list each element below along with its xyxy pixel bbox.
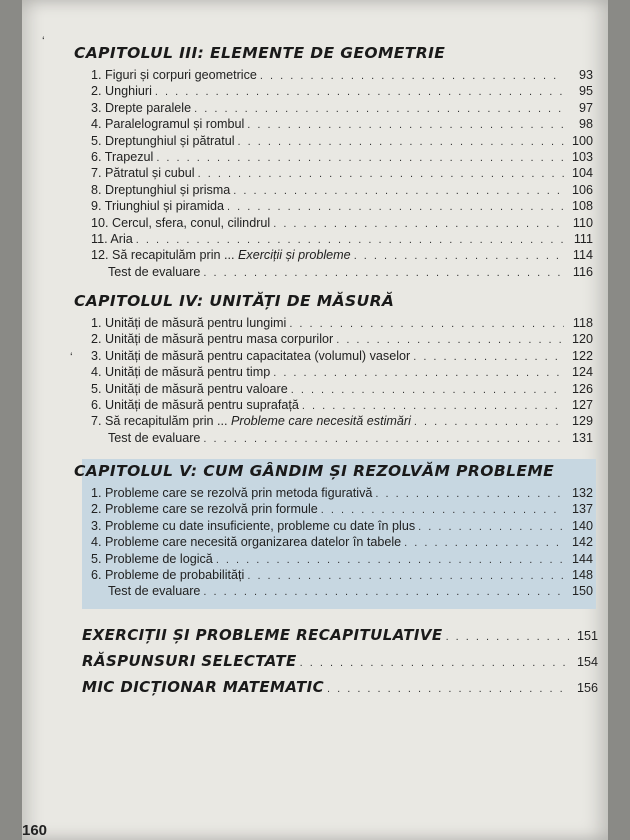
leader-dots <box>418 521 564 533</box>
toc-entry-label <box>91 365 270 379</box>
leader-dots <box>194 103 564 115</box>
toc-entry-label <box>91 316 286 330</box>
leader-dots <box>336 334 564 346</box>
toc-entry <box>91 502 593 518</box>
toc-entry-page: 127 <box>571 397 593 412</box>
leader-dots <box>302 400 564 412</box>
final-section-page: 151 <box>576 629 598 643</box>
leader-dots <box>238 136 564 148</box>
toc-entry-label <box>91 199 224 213</box>
toc-entry-label <box>91 382 288 396</box>
toc-entry-title: Test de evaluare <box>108 430 201 445</box>
toc-entry-title: 4. Paralelogramul și rombul <box>91 117 245 132</box>
leader-dots <box>404 537 564 549</box>
toc-entry-title: 4. Probleme care necesită organizarea datelor în tabele <box>91 535 402 550</box>
leader-dots <box>198 168 564 180</box>
toc-entry-page: 118 <box>572 316 593 330</box>
toc-entry-page: 148 <box>571 567 593 582</box>
toc-entry-page: 150 <box>571 584 593 599</box>
toc-entry-label <box>91 84 152 98</box>
toc-entry <box>91 414 593 430</box>
toc-entry <box>91 584 593 600</box>
toc-entry-label <box>108 431 200 445</box>
toc-entry-label <box>91 134 235 148</box>
toc-entry-title: 4. Unități de măsură pentru timp <box>91 365 271 380</box>
toc-entry-title: 7. Pătratul și cubul <box>91 166 195 181</box>
toc-entry-label <box>91 150 153 164</box>
final-section-row <box>82 652 598 670</box>
toc-entry-title: 2. Unități de măsură pentru masa corpurilor <box>91 332 334 347</box>
leader-dots <box>327 683 569 695</box>
leader-dots <box>260 70 564 82</box>
final-section-page: 154 <box>576 655 598 669</box>
leader-dots <box>227 201 564 213</box>
chapter-items <box>91 316 593 447</box>
toc-entry-page: 110 <box>572 215 593 230</box>
leader-dots <box>136 234 564 246</box>
toc-entry-label <box>91 535 401 549</box>
toc-entry-page: 131 <box>571 430 593 445</box>
toc-entry-title: 1. Figuri și corpuri geometrice <box>91 68 257 82</box>
toc-entry <box>91 552 593 568</box>
toc-entry-page: 104 <box>571 166 593 181</box>
toc-entry <box>91 398 593 414</box>
toc-entry-page: 106 <box>571 182 593 197</box>
leader-dots <box>247 119 564 131</box>
toc-entry-title: 6. Trapezul <box>91 149 154 164</box>
toc-entry-label <box>91 552 213 566</box>
toc-entry <box>91 199 593 215</box>
toc-entry <box>91 519 593 535</box>
toc-entry-page: 132 <box>571 486 593 500</box>
toc-entry-title: 1. Probleme care se rezolvă prin metoda figurativă <box>91 486 373 500</box>
final-section-label: MIC DICȚIONAR MATEMATIC <box>82 678 324 696</box>
toc-entry-label <box>91 486 372 500</box>
chapter-iv <box>74 292 594 447</box>
toc-entry <box>91 117 593 133</box>
toc-entry-page: 95 <box>578 84 593 99</box>
toc-entry-title: 8. Dreptunghiul și prisma <box>91 182 231 197</box>
toc-entry-page: 111 <box>573 231 593 246</box>
toc-entry-title: 3. Drepte paralele <box>91 100 192 115</box>
toc-entry-page: 100 <box>571 133 593 148</box>
toc-entry-label <box>91 332 333 346</box>
leader-dots <box>203 267 564 279</box>
toc-entry-title: 9. Triunghiul și piramida <box>91 199 224 214</box>
leader-dots <box>203 586 564 598</box>
toc-entry-title: 11. Aria <box>91 231 133 246</box>
toc-entry <box>91 166 593 182</box>
leader-dots <box>273 218 564 230</box>
toc-entry <box>91 101 593 117</box>
leader-dots <box>203 433 564 445</box>
toc-entry <box>91 150 593 166</box>
toc-entry-title: 7. Să recapitulăm prin ... <box>91 414 231 429</box>
toc-entry <box>91 265 593 281</box>
toc-entry-title: 6. Unități de măsură pentru suprafață <box>91 397 299 412</box>
toc-entry <box>91 535 593 551</box>
final-section-row <box>82 678 598 696</box>
toc-entry-label <box>108 265 200 279</box>
toc-entry-page: 144 <box>571 551 593 566</box>
toc-entry-page: 116 <box>572 264 593 279</box>
leader-dots <box>247 570 564 582</box>
toc-entry <box>91 382 593 398</box>
toc-entry-page: 137 <box>571 502 593 517</box>
toc-entry-page: 142 <box>571 535 593 550</box>
toc-entry-page: 126 <box>571 381 593 396</box>
toc-entry-title: 3. Probleme cu date insuficiente, probleme cu date în plus <box>91 518 416 533</box>
pen-mark: ‘ <box>70 350 73 364</box>
toc-entry-page: 124 <box>571 365 593 380</box>
toc-entry <box>91 332 593 348</box>
final-section-page: 156 <box>576 681 598 695</box>
toc-entry-title: 6. Probleme de probabilități <box>91 567 245 582</box>
chapter-items <box>91 486 593 601</box>
chapter-title: CAPITOLUL IV: UNITĂȚI DE MĂSURĂ <box>74 292 395 310</box>
toc-entry-page: 97 <box>578 100 593 115</box>
chapter-iii <box>74 44 594 281</box>
toc-entry-label <box>91 183 230 197</box>
toc-entry-title: 2. Probleme care se rezolvă prin formule <box>91 502 318 517</box>
leader-dots <box>375 488 564 500</box>
toc-entry <box>91 216 593 232</box>
toc-entry-page: 103 <box>571 149 593 164</box>
toc-entry-label <box>91 519 415 533</box>
chapter-v <box>74 462 594 601</box>
toc-entry <box>91 431 593 447</box>
leader-dots <box>354 250 564 262</box>
toc-entry-title: 5. Dreptunghiul și pătratul <box>91 133 235 148</box>
toc-entry-title: 3. Unități de măsură pentru capacitatea (volumul) vaselor <box>91 348 411 363</box>
toc-entry <box>91 568 593 584</box>
toc-entry-title: 10. Cercul, sfera, conul, cilindrul <box>91 215 271 230</box>
toc-entry <box>91 349 593 365</box>
leader-dots <box>233 185 564 197</box>
toc-entry <box>91 84 593 100</box>
leader-dots <box>289 318 564 330</box>
toc-entry <box>91 248 593 264</box>
leader-dots <box>291 384 564 396</box>
toc-entry-label <box>91 568 244 582</box>
toc-entry <box>91 232 593 248</box>
toc-entry-page: 114 <box>572 248 593 263</box>
toc-entry-label <box>91 414 411 428</box>
toc-entry-page: 120 <box>571 332 593 347</box>
leader-dots <box>156 152 564 164</box>
leader-dots <box>446 631 569 643</box>
toc-entry-title: 12. Să recapitulăm prin ... <box>91 248 238 263</box>
final-section-label: EXERCIȚII ȘI PROBLEME RECAPITULATIVE <box>82 626 443 644</box>
toc-entry-title: Test de evaluare <box>108 264 201 279</box>
toc-entry-subtitle: Exerciții și probleme <box>238 248 351 263</box>
chapter-title: CAPITOLUL III: ELEMENTE DE GEOMETRIE <box>74 44 446 62</box>
leader-dots <box>300 657 569 669</box>
toc-entry <box>91 316 593 332</box>
toc-entry-page: 122 <box>571 348 593 363</box>
pen-mark: ‘ <box>42 34 45 48</box>
toc-entry <box>91 134 593 150</box>
final-section-row <box>82 626 598 644</box>
chapter-items <box>91 68 593 281</box>
page-number: 160 <box>22 822 48 839</box>
leader-dots <box>414 416 564 428</box>
toc-entry-title: 1. Unități de măsură pentru lungimi <box>91 316 287 330</box>
final-section-label: RĂSPUNSURI SELECTATE <box>82 652 297 670</box>
toc-entry-title: 5. Unități de măsură pentru valoare <box>91 381 288 396</box>
toc-entry-label <box>91 166 195 180</box>
toc-entry-title: 2. Unghiuri <box>91 84 152 99</box>
toc-entry-label <box>91 398 299 412</box>
toc-entry-label <box>91 232 133 246</box>
book-page <box>22 0 608 840</box>
leader-dots <box>413 351 564 363</box>
leader-dots <box>273 367 564 379</box>
chapter-title: CAPITOLUL V: CUM GÂNDIM ȘI REZOLVĂM PROBLEME <box>74 462 555 480</box>
toc-entry-page: 108 <box>571 199 593 214</box>
toc-entry-label <box>91 248 351 262</box>
toc-entry-label <box>91 117 244 131</box>
toc-entry-page: 93 <box>578 68 593 82</box>
toc-entry-label <box>91 101 191 115</box>
toc-entry <box>91 68 593 84</box>
toc-entry-page: 140 <box>571 518 593 533</box>
toc-entry-page: 129 <box>571 414 593 429</box>
leader-dots <box>155 86 564 98</box>
toc-entry-title: Test de evaluare <box>108 584 201 599</box>
toc-entry <box>91 486 593 502</box>
toc-entry-page: 98 <box>578 117 593 132</box>
toc-entry-title: 5. Probleme de logică <box>91 551 213 566</box>
leader-dots <box>216 554 564 566</box>
toc-entry-label <box>91 68 257 82</box>
toc-entry-subtitle: Probleme care necesită estimări <box>231 414 411 429</box>
toc-entry-label <box>91 216 270 230</box>
toc-entry <box>91 365 593 381</box>
toc-entry-label <box>91 349 410 363</box>
toc-entry-label <box>108 584 200 598</box>
toc-entry <box>91 183 593 199</box>
toc-entry-label <box>91 502 318 516</box>
leader-dots <box>321 504 564 516</box>
